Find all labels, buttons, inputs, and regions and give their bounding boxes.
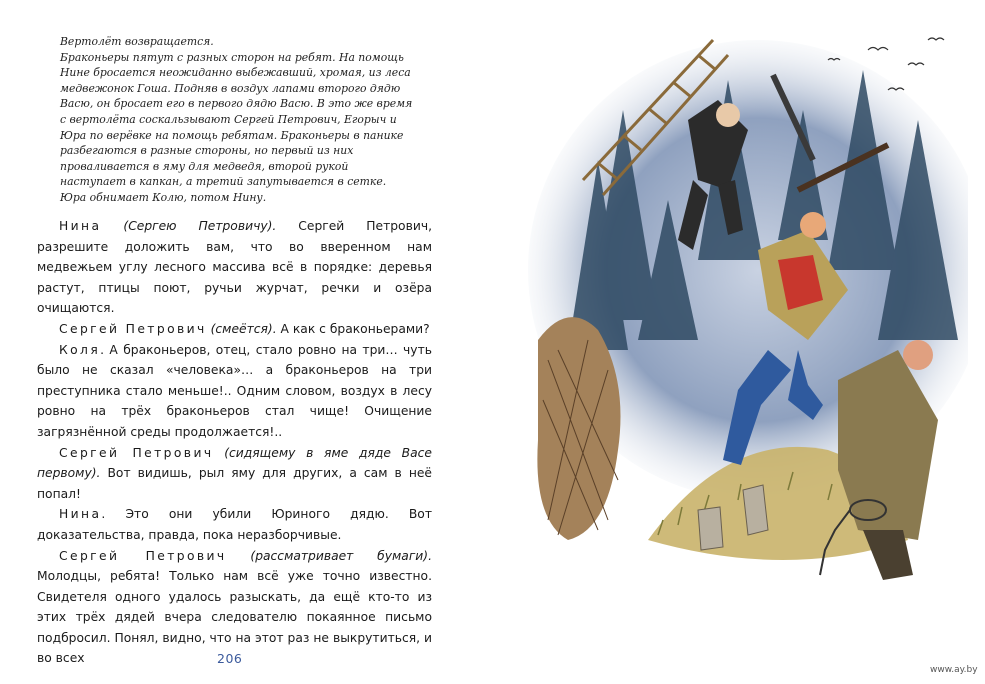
dialogue-block (37, 216, 432, 669)
dialogue-line (37, 340, 432, 443)
dialogue-line (37, 443, 432, 505)
dialogue-text: Молодцы, ребята! Только нам всё уже точно известно. Свидетеля одного удалось разыскать, да ещё кто-то из этих трёх дядей вчера следователю покаянное письмо подбросил. Понял, видно, что на этот раз не выкрутиться, и во всех (37, 569, 432, 666)
speaker-name: Сергей Петрович (59, 321, 207, 336)
dialogue-line (37, 216, 432, 319)
speaker-name: Коля (59, 342, 101, 357)
speaker-name: Нина (59, 219, 102, 233)
stage-direction-line: Вертолёт возвращается. (60, 35, 214, 48)
stage-remark: (рассматривает бумаги). (250, 548, 432, 563)
dialogue-line (37, 504, 432, 545)
stage-direction-line: Браконьеры пятут с разных сторон на ребят. На помощь Нине бросается неожиданно выбежавший, хромая, из леса медвежонок Гоша. Подняв в воздух лапами второго дядю Васю, он бросает его в первого дядю Васю. В это же время с вертолёта соскальзывают Сергей Петрович, Егорыч и Юра по верёвке на помощь ребятам. Браконьеры в панике разбегаются в разные стороны, но первый из них проваливается в яму для медведя, второй рукой наступает в капкан, а третий запутывается в сетке. Юра обнимает Колю, потом Нину. (60, 50, 413, 204)
watermark: www.ay.by (930, 665, 978, 675)
speaker-name: Нина (59, 507, 102, 522)
stage-remark: (сидящему в яме дяде Васе первому). (37, 445, 432, 481)
page-number: 206 (217, 651, 243, 666)
dialogue-text: . Это они убили Юриного дядю. Вот доказательства, правда, пока неразборчивые. (37, 507, 432, 542)
speaker-name: Сергей Петрович (59, 548, 227, 563)
dialogue-line (37, 319, 432, 340)
illustration (528, 20, 968, 610)
stage-remark: (смеётся). (210, 321, 277, 336)
dialogue-text: Сергей Петрович, разрешите доложить вам, что во вверенном нам медвежьем углу лесного массива всё в порядке: деревья растут, птицы поют, ручьи журчат, речки и озёра очищаются. (37, 219, 432, 316)
dialogue-text: Вот видишь, рыл яму для других, а сам в неё попал! (37, 466, 432, 501)
speaker-name: Сергей Петрович (59, 445, 214, 460)
net-bundle (537, 317, 620, 540)
dialogue-text: . А браконьеров, отец, стало ровно на три… чуть было не сказал «человека»… а браконьеров на три преступника стало меньше!.. Одним словом, воздух в лесу ровно на трёх браконьеров стал чище! Очищение загрязнённой среды продолжается!.. (37, 342, 432, 439)
stage-remark: (Сергею Петровичу). (123, 219, 277, 233)
dialogue-text: А как с браконьерами? (276, 321, 430, 336)
stage-directions (60, 34, 415, 206)
